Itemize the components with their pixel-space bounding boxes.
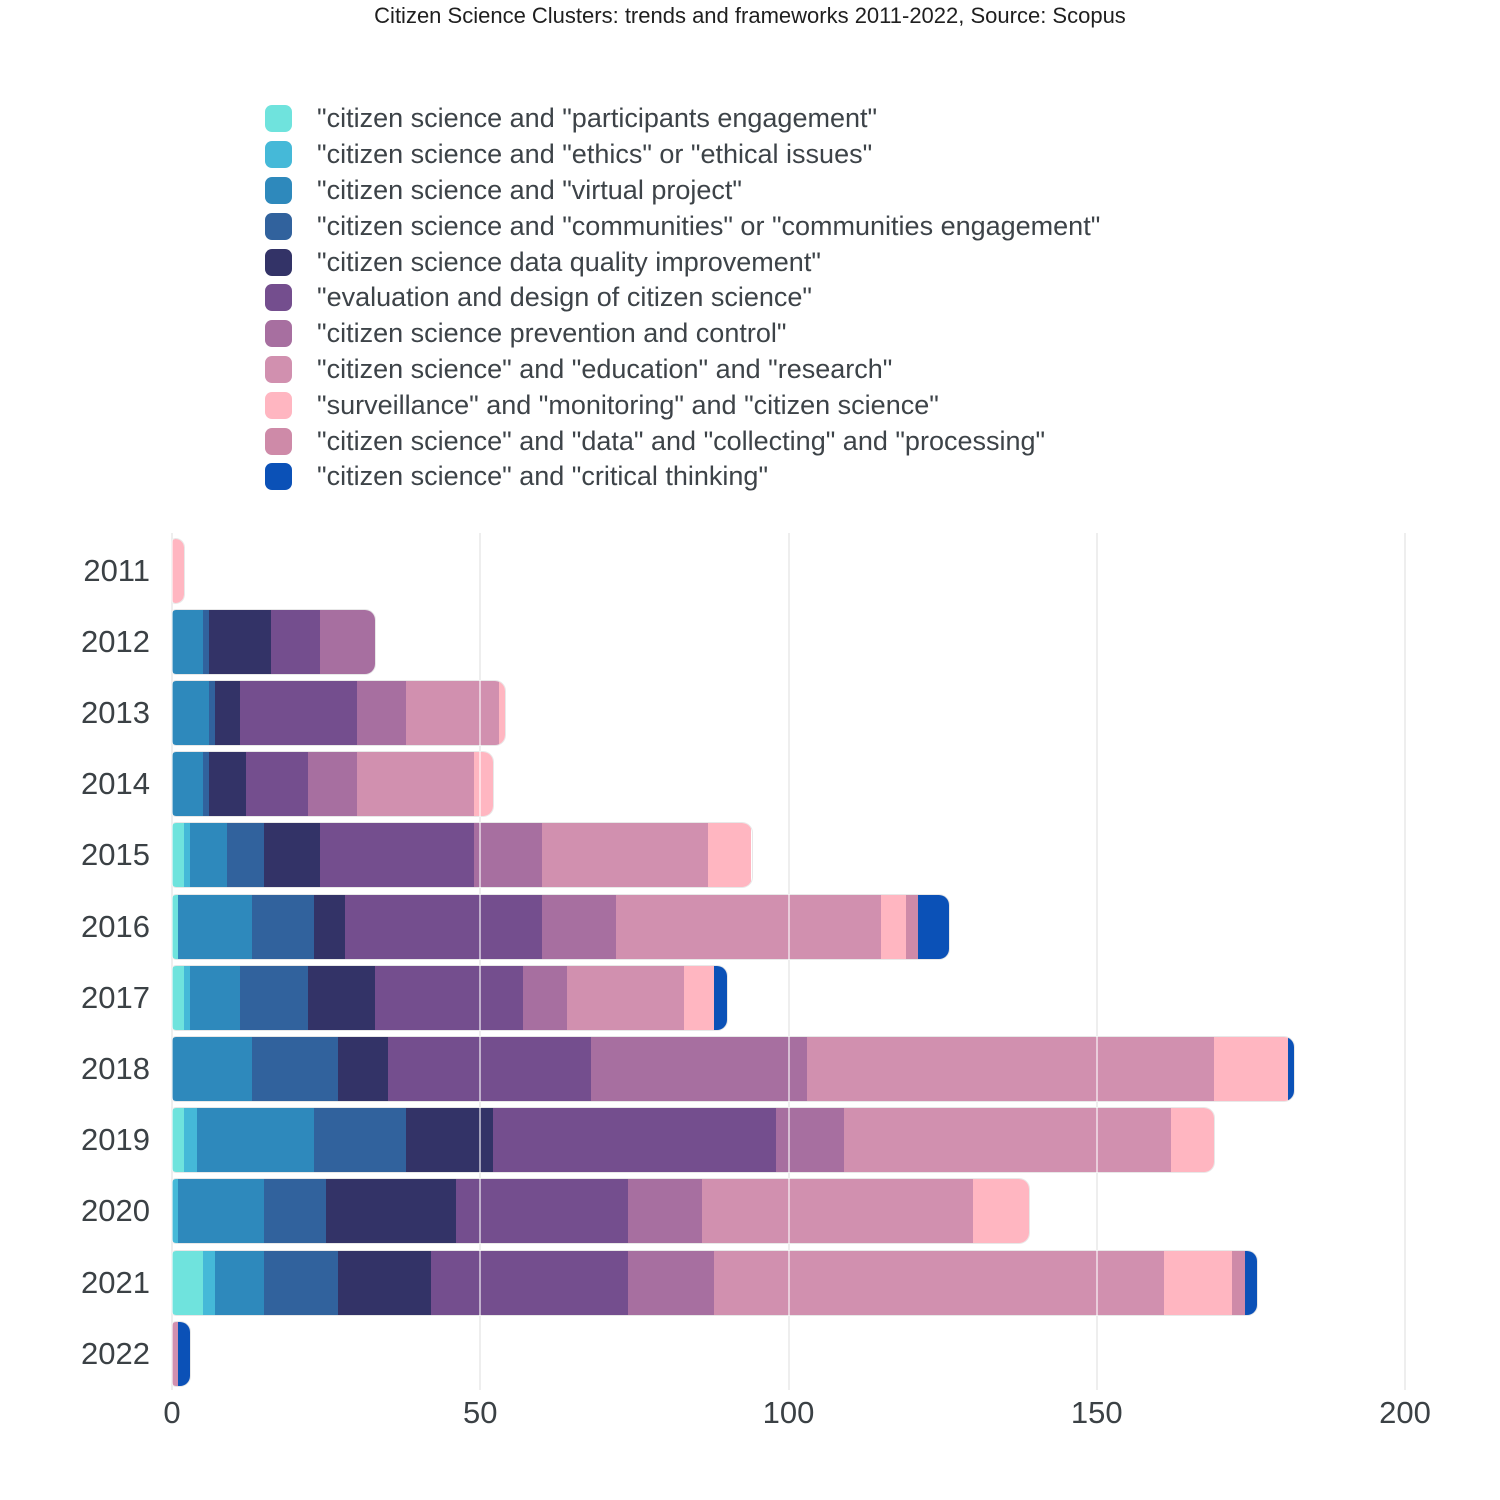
y-axis-label-2014: 2014 <box>81 766 150 802</box>
bar-segment <box>1164 1251 1232 1315</box>
legend-item <box>265 459 1100 495</box>
bar-segment <box>1214 1037 1288 1101</box>
bar-segment <box>708 823 751 887</box>
legend-label: "citizen science and "ethics" or "ethical issues" <box>317 139 873 170</box>
legend-item <box>265 137 1100 173</box>
bar-segment <box>406 1108 492 1172</box>
legend-label: "evaluation and design of citizen science" <box>317 282 812 313</box>
legend-swatch <box>265 428 292 455</box>
legend-item <box>265 316 1100 352</box>
bar-segment <box>172 966 184 1030</box>
legend-item <box>265 244 1100 280</box>
bar-segment <box>881 895 906 959</box>
bar-segment <box>523 966 566 1030</box>
bar-segment <box>918 895 949 959</box>
bar-segment <box>240 966 308 1030</box>
bar-segment <box>1232 1251 1244 1315</box>
bar-segment <box>178 1322 190 1386</box>
bar-segment <box>178 1179 264 1243</box>
bar-segment <box>172 1251 203 1315</box>
bar-segment <box>542 895 616 959</box>
bar-2019 <box>172 1108 1214 1172</box>
bar-row-2012 <box>0 606 1500 677</box>
plot-area <box>0 533 1500 1390</box>
bar-segment <box>197 1108 314 1172</box>
bar-segment <box>616 895 881 959</box>
bar-segment <box>308 966 376 1030</box>
bar-segment <box>714 1251 1164 1315</box>
x-axis <box>0 1395 1500 1440</box>
bar-segment <box>684 966 715 1030</box>
bar-segment <box>973 1179 1028 1243</box>
bar-2018 <box>172 1037 1294 1101</box>
legend-swatch <box>265 141 292 168</box>
bar-segment <box>172 610 203 674</box>
bar-segment <box>184 1108 196 1172</box>
bar-segment <box>388 1037 591 1101</box>
bar-segment <box>172 1037 252 1101</box>
y-axis-label-2015: 2015 <box>81 837 150 873</box>
legend-label: "citizen science prevention and control" <box>317 318 787 349</box>
bar-2020 <box>172 1179 1029 1243</box>
x-tick-label-0: 0 <box>163 1395 181 1430</box>
bar-segment <box>345 895 542 959</box>
bar-segment <box>215 681 240 745</box>
x-tick-label-150: 150 <box>1070 1395 1123 1430</box>
bar-segment <box>628 1251 714 1315</box>
x-tick-label-50: 50 <box>463 1395 498 1430</box>
legend-swatch <box>265 284 292 311</box>
bar-segment <box>264 1179 326 1243</box>
bar-segment <box>357 681 406 745</box>
legend-label: "surveillance" and "monitoring" and "citizen science" <box>317 389 939 420</box>
legend-item <box>265 208 1100 244</box>
bar-2017 <box>172 966 727 1030</box>
legend-label: "citizen science and "communities" or "communities engagement" <box>317 210 1101 241</box>
legend-swatch <box>265 463 292 490</box>
bar-segment <box>844 1108 1171 1172</box>
bar-segment <box>264 1251 338 1315</box>
bar-row-2015 <box>0 820 1500 891</box>
bar-segment <box>252 1037 338 1101</box>
legend-swatch <box>265 249 292 276</box>
bar-segment <box>240 681 357 745</box>
bar-row-2011 <box>0 535 1500 606</box>
y-axis-label-2011: 2011 <box>83 552 150 588</box>
bar-segment <box>172 681 209 745</box>
legend-label: "citizen science" and "critical thinking" <box>317 461 769 492</box>
bar-2015 <box>172 823 752 887</box>
bar-segment <box>209 610 271 674</box>
bar-segment <box>252 895 314 959</box>
bar-segment <box>714 966 726 1030</box>
bar-segment <box>1245 1251 1257 1315</box>
bar-segment <box>499 681 505 745</box>
bar-2016 <box>172 895 949 959</box>
legend-item <box>265 423 1100 459</box>
bar-2013 <box>172 681 505 745</box>
bar-2012 <box>172 610 375 674</box>
bar-segment <box>591 1037 807 1101</box>
bar-2014 <box>172 752 493 816</box>
bar-segment <box>338 1037 387 1101</box>
bar-segment <box>215 1251 264 1315</box>
legend-swatch <box>265 320 292 347</box>
legend-label: "citizen science" and "education" and "research" <box>317 353 893 384</box>
bar-segment <box>493 1108 777 1172</box>
y-axis-label-2017: 2017 <box>81 979 150 1015</box>
bar-segment <box>190 823 227 887</box>
bar-segment <box>326 1179 455 1243</box>
legend-swatch <box>265 213 292 240</box>
legend-label: "citizen science and "participants engagement" <box>317 103 878 134</box>
bar-row-2021 <box>0 1247 1500 1318</box>
bar-segment <box>246 752 308 816</box>
bar-2011 <box>172 539 184 603</box>
bar-segment <box>628 1179 702 1243</box>
bar-segment <box>172 1108 184 1172</box>
y-axis-label-2019: 2019 <box>81 1122 150 1158</box>
y-axis-label-2018: 2018 <box>81 1050 150 1086</box>
bar-segment <box>271 610 320 674</box>
bar-row-2013 <box>0 677 1500 748</box>
legend-item <box>265 280 1100 316</box>
y-axis-label-2021: 2021 <box>81 1264 150 1300</box>
bar-segment <box>320 823 474 887</box>
bar-segment <box>172 823 184 887</box>
y-axis-label-2012: 2012 <box>81 623 150 659</box>
bar-segment <box>456 1179 629 1243</box>
bar-segment <box>906 895 918 959</box>
legend-item <box>265 352 1100 388</box>
bar-segment <box>1288 1037 1294 1101</box>
y-axis-label-2022: 2022 <box>81 1335 150 1371</box>
bar-2022 <box>172 1322 190 1386</box>
legend-swatch <box>265 105 292 132</box>
legend-item <box>265 173 1100 209</box>
bar-segment <box>314 895 345 959</box>
bar-row-2014 <box>0 749 1500 820</box>
bar-segment <box>807 1037 1214 1101</box>
bar-segment <box>320 610 375 674</box>
legend <box>265 101 1100 495</box>
legend-label: "citizen science" and "data" and "collecting" and "processing" <box>317 425 1046 456</box>
bar-row-2019 <box>0 1105 1500 1176</box>
bar-segment <box>203 1251 215 1315</box>
legend-swatch <box>265 356 292 383</box>
legend-label: "citizen science and "virtual project" <box>317 174 742 205</box>
bar-row-2022 <box>0 1318 1500 1389</box>
bar-2021 <box>172 1251 1257 1315</box>
bar-segment <box>542 823 708 887</box>
bar-segment <box>308 752 357 816</box>
bar-row-2020 <box>0 1176 1500 1247</box>
legend-swatch <box>265 177 292 204</box>
legend-swatch <box>265 392 292 419</box>
y-axis-label-2016: 2016 <box>81 908 150 944</box>
bar-segment <box>776 1108 844 1172</box>
chart-title: Citizen Science Clusters: trends and frameworks 2011-2022, Source: Scopus <box>374 3 1126 28</box>
bar-segment <box>357 752 474 816</box>
bar-segment <box>227 823 264 887</box>
bar-segment <box>172 539 184 603</box>
bar-row-2016 <box>0 891 1500 962</box>
y-axis-label-2020: 2020 <box>81 1193 150 1229</box>
bar-segment <box>567 966 684 1030</box>
bar-segment <box>338 1251 430 1315</box>
bar-segment <box>264 823 319 887</box>
bar-segment <box>431 1251 628 1315</box>
bar-segment <box>474 752 492 816</box>
bar-row-2017 <box>0 962 1500 1033</box>
legend-label: "citizen science data quality improvement" <box>317 246 821 277</box>
bar-segment <box>1171 1108 1214 1172</box>
bar-segment <box>190 966 239 1030</box>
bar-segment <box>474 823 542 887</box>
x-tick-label-100: 100 <box>762 1395 815 1430</box>
y-axis-label-2013: 2013 <box>81 694 150 730</box>
x-tick-label-200: 200 <box>1379 1395 1431 1430</box>
bar-segment <box>209 752 246 816</box>
bar-segment <box>702 1179 973 1243</box>
bar-segment <box>178 895 252 959</box>
bar-segment <box>314 1108 406 1172</box>
legend-item <box>265 101 1100 137</box>
bar-segment <box>406 681 498 745</box>
bar-segment <box>172 752 203 816</box>
bar-segment <box>375 966 523 1030</box>
legend-item <box>265 387 1100 423</box>
bar-row-2018 <box>0 1033 1500 1104</box>
